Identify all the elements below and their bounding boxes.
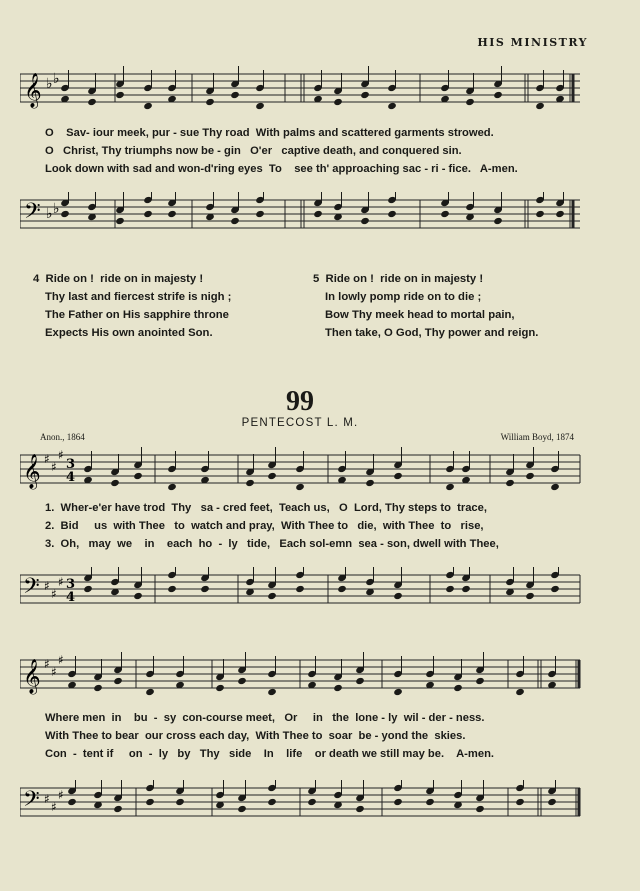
svg-text:♭: ♭ [46, 206, 53, 222]
notehead [365, 479, 375, 487]
notehead [175, 798, 185, 806]
notehead [115, 91, 125, 99]
notehead [87, 98, 97, 106]
notehead [115, 217, 125, 225]
notehead [167, 210, 177, 218]
notehead [237, 805, 247, 813]
svg-text:4: 4 [66, 590, 76, 605]
notehead [387, 210, 397, 218]
notehead [475, 677, 485, 685]
notehead [360, 217, 370, 225]
notehead [425, 798, 435, 806]
notehead [230, 91, 240, 99]
notehead [267, 472, 277, 480]
notehead [337, 585, 347, 593]
svg-text:𝄢: 𝄢 [23, 574, 40, 604]
svg-text:♯: ♯ [44, 657, 50, 671]
svg-text:♯: ♯ [44, 452, 50, 466]
svg-text:3: 3 [66, 457, 76, 472]
notehead [393, 798, 403, 806]
notehead [133, 592, 143, 600]
svg-text:𝄞: 𝄞 [23, 659, 41, 694]
notehead [525, 592, 535, 600]
notehead [113, 677, 123, 685]
hymn99-system2-lyric-2: With Thee to bear our cross each day, With Thee to soar be - yond the skies. [45, 730, 466, 742]
svg-text:♯: ♯ [51, 460, 57, 474]
svg-text:♭: ♭ [53, 71, 60, 87]
notehead [387, 102, 397, 110]
notehead [535, 102, 545, 110]
hymn99-system2-lyric-1: Where men in bu - sy con-course meet, Or in the lone - ly wil - der - ness. [45, 712, 485, 724]
notehead [360, 91, 370, 99]
notehead [255, 210, 265, 218]
svg-text:♯: ♯ [58, 448, 64, 462]
notehead [445, 483, 455, 491]
notehead [505, 479, 515, 487]
notehead [167, 585, 177, 593]
notehead [393, 592, 403, 600]
notehead [461, 585, 471, 593]
hymn98-lyric-3: Look down with sad and won-d'ring eyes To see th' approaching sac - ri - fice. A-men. [45, 163, 518, 175]
hymn98-lyric-1: O Sav- iour meek, pur - sue Thy road With palms and scattered garments strowed. [45, 127, 494, 139]
hymn99-system1-lyric-1: 1. Wher-e'er have trod Thy sa - cred feet, Teach us, O Lord, Thy steps to trace, [45, 502, 487, 514]
notehead [393, 688, 403, 696]
notehead [475, 805, 485, 813]
svg-text:♯: ♯ [58, 575, 64, 589]
notehead [355, 805, 365, 813]
notehead [167, 483, 177, 491]
notehead [133, 472, 143, 480]
hymn-number: 99 [286, 386, 314, 417]
notehead [333, 98, 343, 106]
notehead [267, 688, 277, 696]
svg-text:♯: ♯ [58, 788, 64, 802]
hymn98-lyric-2: O Christ, Thy triumphs now be - gin O'er captive death, and conquered sin. [45, 145, 462, 157]
notehead [547, 798, 557, 806]
notehead [267, 592, 277, 600]
svg-text:𝄢: 𝄢 [23, 787, 40, 817]
hymn98-treble-staff [20, 66, 590, 116]
svg-text:𝄢: 𝄢 [24, 199, 41, 229]
hymn99-system2-lyric-3: Con - tent if on - ly by Thy side In life or death we still may be. A-men. [45, 748, 495, 760]
notehead [83, 585, 93, 593]
svg-text:𝄞: 𝄞 [23, 454, 41, 489]
running-head: HIS MINISTRY [477, 36, 588, 49]
svg-text:♭: ♭ [53, 201, 60, 217]
hymn98-verse-5: 5 Ride on ! ride on in majesty ! In lowly pomp ride on to die ; Bow Thy meek head to mortal pain, Then take, O God, Thy power and reign. [313, 273, 539, 339]
notehead [143, 102, 153, 110]
svg-text:♯: ♯ [44, 579, 50, 593]
notehead [93, 684, 103, 692]
svg-text:♯: ♯ [58, 653, 64, 667]
notehead [267, 798, 277, 806]
svg-text:♯: ♯ [51, 800, 57, 814]
notehead [230, 217, 240, 225]
notehead [145, 688, 155, 696]
notehead [60, 210, 70, 218]
svg-text:𝄞: 𝄞 [24, 73, 42, 108]
notehead [110, 479, 120, 487]
notehead [295, 483, 305, 491]
notehead [215, 684, 225, 692]
notehead [245, 479, 255, 487]
notehead [525, 472, 535, 480]
notehead [465, 98, 475, 106]
notehead [145, 798, 155, 806]
notehead [493, 91, 503, 99]
svg-text:3: 3 [66, 577, 76, 592]
notehead [200, 585, 210, 593]
notehead [295, 585, 305, 593]
music-composer: William Boyd, 1874 [500, 432, 574, 442]
svg-text:♭: ♭ [46, 76, 53, 92]
notehead [550, 483, 560, 491]
text-author: Anon., 1864 [40, 432, 85, 442]
hymn99-system2-bass-staff [20, 780, 590, 830]
hymn98-verse-4: 4 Ride on ! ride on in majesty ! Thy last and fiercest strife is nigh ; The Father on His sapphire throne Expects His own anointed Son. [33, 273, 232, 339]
tune-name: PENTECOST L. M. [241, 417, 359, 429]
notehead [237, 677, 247, 685]
notehead [333, 684, 343, 692]
notehead [393, 472, 403, 480]
hymn98-bass-staff [20, 192, 590, 242]
notehead [440, 210, 450, 218]
hymn99-system1-lyric-3: 3. Oh, may we in each ho - ly tide, Each sol-emn sea - son, dwell with Thee, [45, 538, 499, 550]
svg-text:♯: ♯ [51, 665, 57, 679]
notehead [205, 98, 215, 106]
notehead [515, 688, 525, 696]
notehead [515, 798, 525, 806]
notehead [445, 585, 455, 593]
notehead [313, 210, 323, 218]
hymn99-system1-lyric-2: 2. Bid us with Thee to watch and pray, With Thee to die, with Thee to rise, [45, 520, 484, 532]
notehead [493, 217, 503, 225]
notehead [555, 210, 565, 218]
notehead [113, 805, 123, 813]
notehead [143, 210, 153, 218]
notehead [255, 102, 265, 110]
notehead [535, 210, 545, 218]
hymn99-system2-treble-staff [20, 652, 590, 702]
hymn99-system1-treble-staff [20, 447, 590, 497]
notehead [355, 677, 365, 685]
hymn99-system1-bass-staff [20, 567, 590, 617]
notehead [550, 585, 560, 593]
svg-text:♯: ♯ [51, 587, 57, 601]
notehead [307, 798, 317, 806]
svg-text:4: 4 [66, 470, 76, 485]
notehead [453, 684, 463, 692]
svg-text:♯: ♯ [44, 792, 50, 806]
notehead [67, 798, 77, 806]
